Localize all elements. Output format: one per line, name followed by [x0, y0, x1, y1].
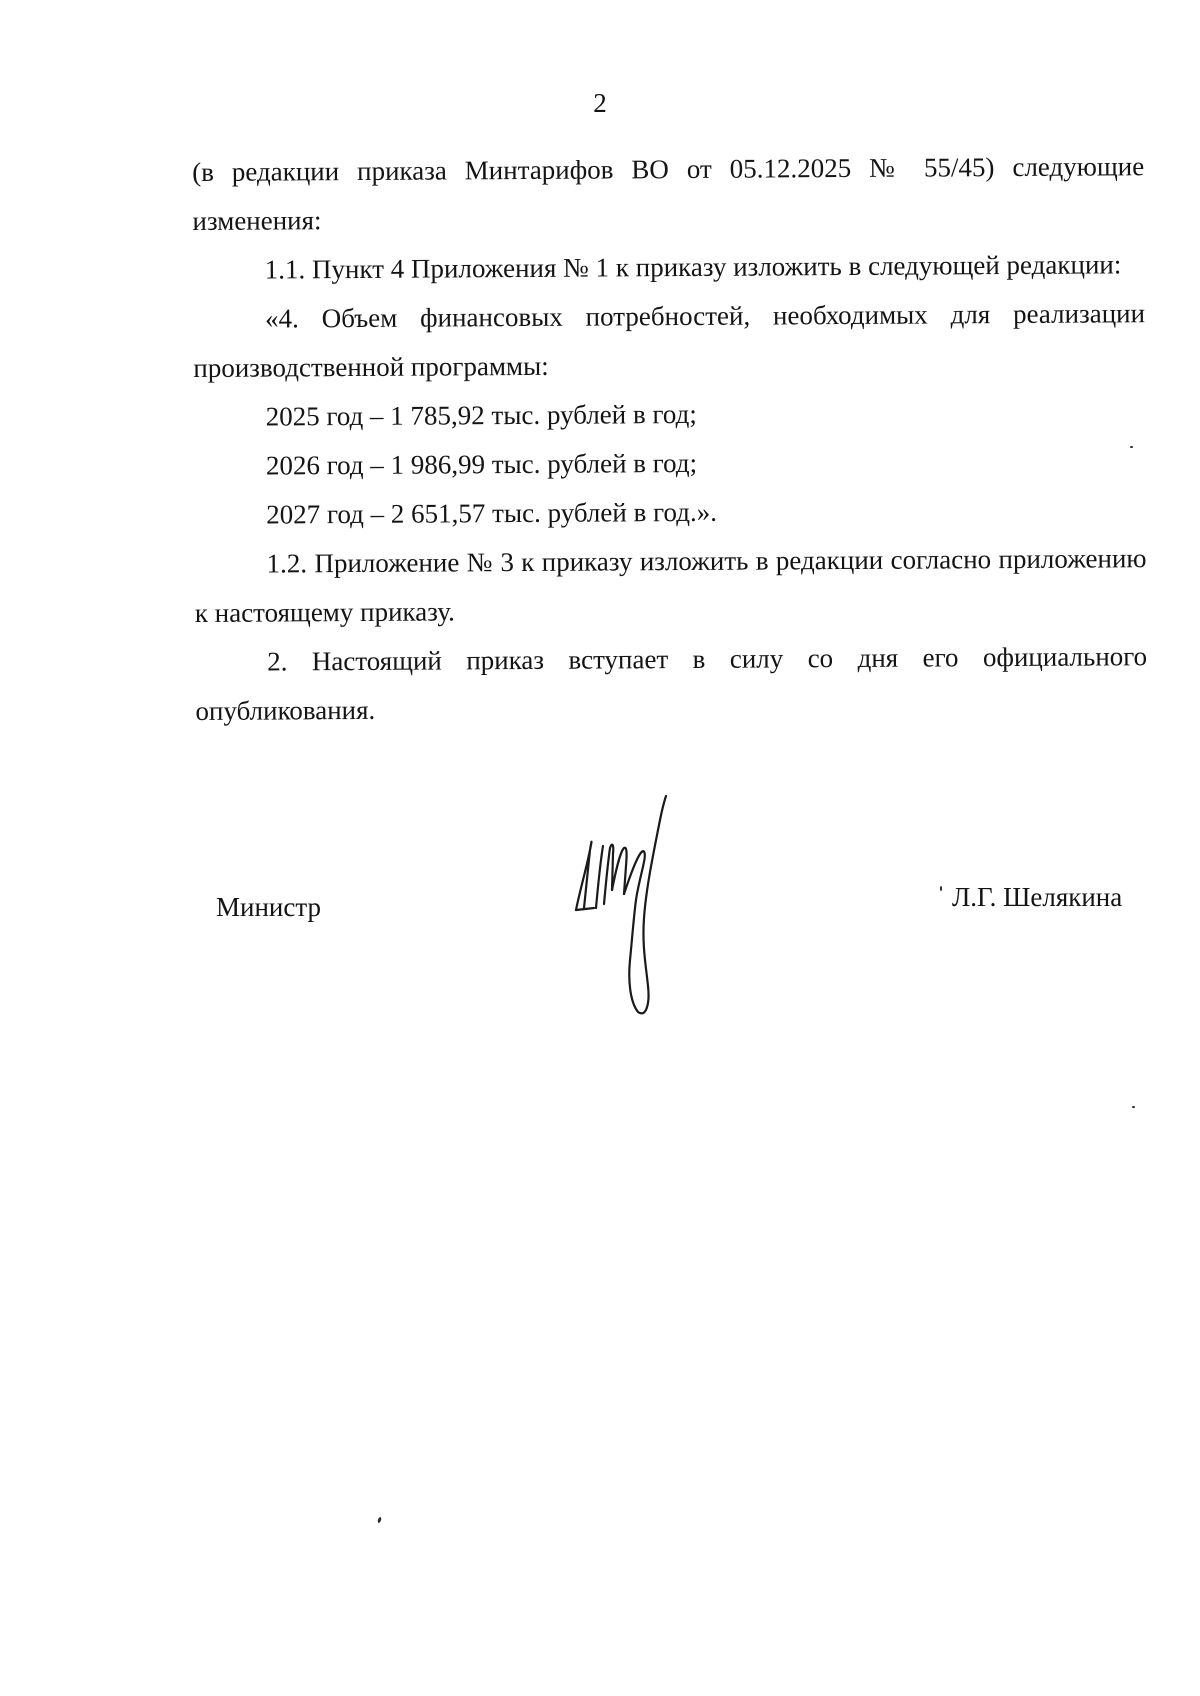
clause-2: 2. Настоящий приказ вступает в силу со дня его официального опубликования.: [195, 641, 1148, 726]
page-number: 2: [593, 88, 607, 118]
signatory-name: Л.Г. Шелякина: [952, 882, 1123, 912]
clause-1-1: 1.1. Пункт 4 Приложения № 1 к приказу изложить в следующей редакции:: [264, 249, 1122, 285]
clause-4-quote: «4. Объем финансовых потребностей, необходимых для реализации производственной программы:: [193, 298, 1146, 383]
signatory-role: Министр: [216, 892, 321, 922]
handwritten-signature: [570, 790, 690, 1020]
scan-speck: [940, 886, 942, 891]
financing-2026: 2026 год – 1 986,99 тыс. рублей в год;: [265, 447, 698, 481]
financing-2027: 2027 год – 2 651,57 тыс. рублей в год.».: [266, 496, 717, 530]
intro-paragraph: (в редакции приказа Минтарифов ВО от 05.12.2025 № 55/45) следующие изменения:: [192, 151, 1145, 236]
clause-1-2: 1.2. Приложение № 3 к приказу изложить в редакции согласно приложению к настоящему приказу.: [194, 543, 1147, 628]
financing-2025: 2025 год – 1 785,92 тыс. рублей в год;: [265, 398, 697, 432]
scan-speck: [1130, 446, 1133, 448]
scan-speck: [1132, 1106, 1135, 1108]
